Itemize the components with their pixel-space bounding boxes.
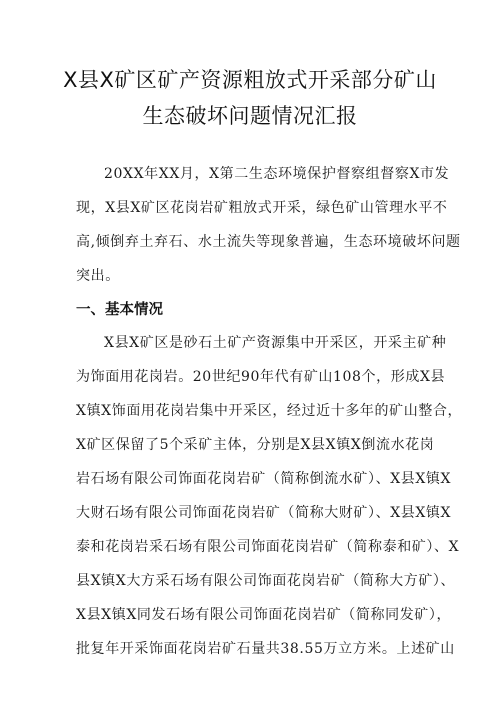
body-line-6: 大财石场有限公司饰面花岗岩矿（简称大财矿）、X县X镇X	[76, 505, 452, 521]
body-line-7: 泰和花岗岩采石场有限公司饰面花岗岩矿（简称泰和矿）、X	[76, 539, 460, 555]
body-line-9: X县X镇X同发石场有限公司饰面花岗岩矿（简称同发矿），	[76, 607, 452, 623]
document-title-line-1: X县X矿区矿产资源粗放式开采部分矿山	[63, 68, 437, 92]
body-line-3: X镇X饰面用花岗岩集中开采区，经过近十多年的矿山整合，	[76, 403, 463, 419]
body-line-10: 批复年开采饰面花岗岩矿石量共38.55万立方米。上述矿山	[76, 641, 455, 657]
section-heading-basic-info: 一、基本情况	[76, 302, 163, 318]
document-title-line-2: 生态破坏问题情况汇报	[142, 104, 358, 128]
body-line-4: X矿区保留了5个采矿主体，分别是X县X镇X倒流水花岗	[76, 437, 435, 453]
intro-line-4: 突出。	[76, 268, 120, 284]
body-line-1: X县X矿区是砂石土矿产资源集中开采区，开采主矿种	[104, 335, 447, 351]
body-line-2: 为饰面用花岗岩。20世纪90年代有矿山108个，形成X县	[76, 369, 446, 385]
body-line-5: 岩石场有限公司饰面花岗岩矿（简称倒流水矿）、X县X镇X	[76, 471, 452, 487]
intro-line-2: 现，X县X矿区花岗岩矿粗放式开采，绿色矿山管理水平不	[76, 200, 448, 216]
body-line-8: 县X镇X大方采石场有限公司饰面花岗岩矿（简称大方矿）、	[76, 573, 456, 589]
intro-line-1: 20XX年XX月，X第二生态环境保护督察组督察X市发	[104, 166, 450, 182]
intro-line-3: 高,倾倒弃土弃石、水土流失等现象普遍，生态环境破坏问题	[76, 234, 461, 250]
